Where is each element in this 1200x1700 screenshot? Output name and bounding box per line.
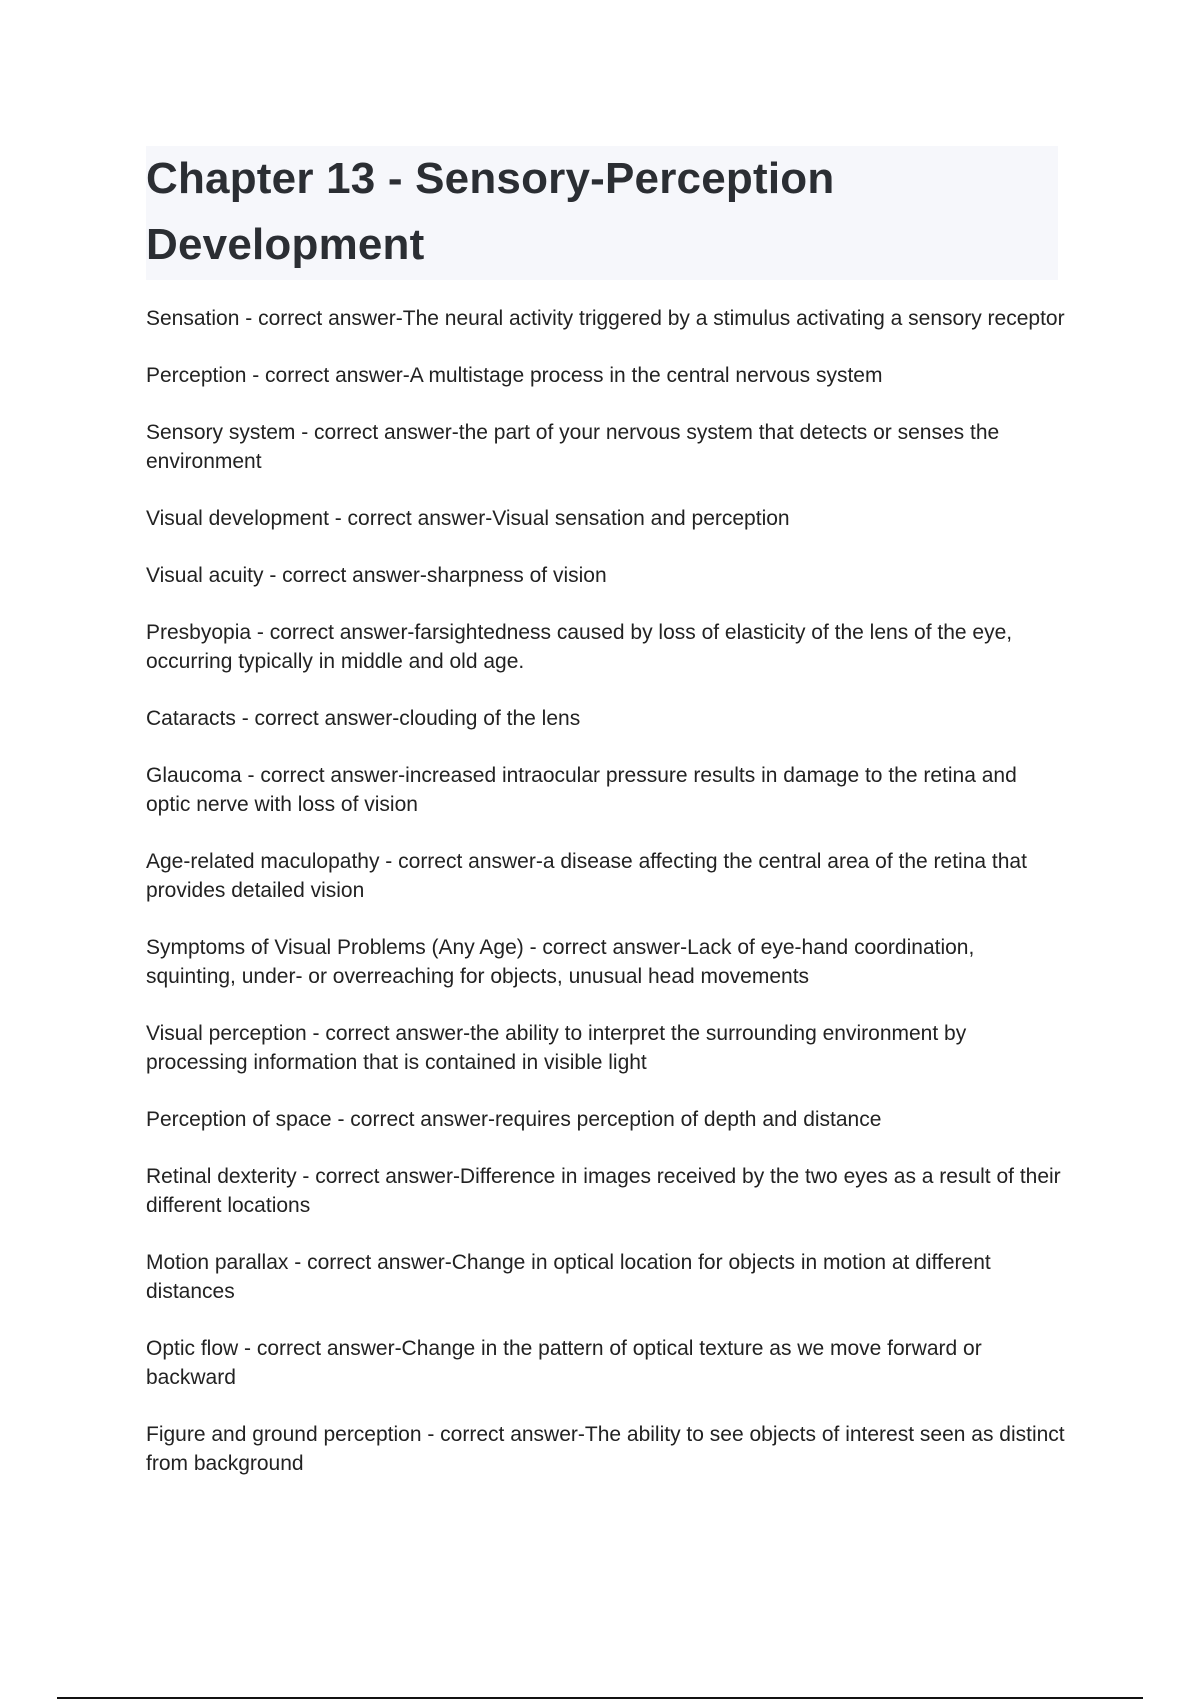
flashcard-entry: Motion parallax - correct answer-Change in optical location for objects in motion at different distances: [146, 1251, 991, 1303]
flashcard-entry: Retinal dexterity - correct answer-Difference in images received by the two eyes as a result of their different locations: [146, 1165, 1061, 1217]
flashcard-entry: Visual development - correct answer-Visual sensation and perception: [146, 507, 790, 530]
flashcard-entry: Figure and ground perception - correct answer-The ability to see objects of interest seen as distinct from background: [146, 1423, 1065, 1475]
page-title: Chapter 13 - Sensory-Perception Development: [146, 154, 835, 269]
flashcard-entry: Cataracts - correct answer-clouding of the lens: [146, 707, 581, 730]
flashcard-entry: Presbyopia - correct answer-farsightedness caused by loss of elasticity of the lens of the eye, occurring typically in middle and old age.: [146, 621, 1013, 673]
flashcard-entry: Perception - correct answer-A multistage process in the central nervous system: [146, 364, 883, 387]
flashcard-entry: Visual perception - correct answer-the ability to interpret the surrounding environment by processing information that is contained in visible light: [146, 1022, 967, 1074]
flashcard-entry: Symptoms of Visual Problems (Any Age) - correct answer-Lack of eye-hand coordination, squinting, under- or overreaching for objects, unusual head movements: [146, 936, 975, 988]
flashcard-list: [146, 304, 1066, 1506]
flashcard-entry: Age-related maculopathy - correct answer-a disease affecting the central area of the retina that provides detailed vision: [146, 850, 1027, 902]
flashcard-entry: Sensory system - correct answer-the part of your nervous system that detects or senses the environment: [146, 421, 1000, 473]
title-banner: [146, 146, 1058, 280]
flashcard-entry: Sensation - correct answer-The neural activity triggered by a stimulus activating a sensory receptor: [146, 307, 1065, 330]
flashcard-entry: Glaucoma - correct answer-increased intraocular pressure results in damage to the retina and optic nerve with loss of vision: [146, 764, 1017, 816]
flashcard-entry: Optic flow - correct answer-Change in the pattern of optical texture as we move forward or backward: [146, 1337, 982, 1389]
flashcard-entry: Visual acuity - correct answer-sharpness of vision: [146, 564, 607, 587]
flashcard-entry: Perception of space - correct answer-requires perception of depth and distance: [146, 1108, 882, 1131]
page-divider: [57, 1697, 1143, 1699]
